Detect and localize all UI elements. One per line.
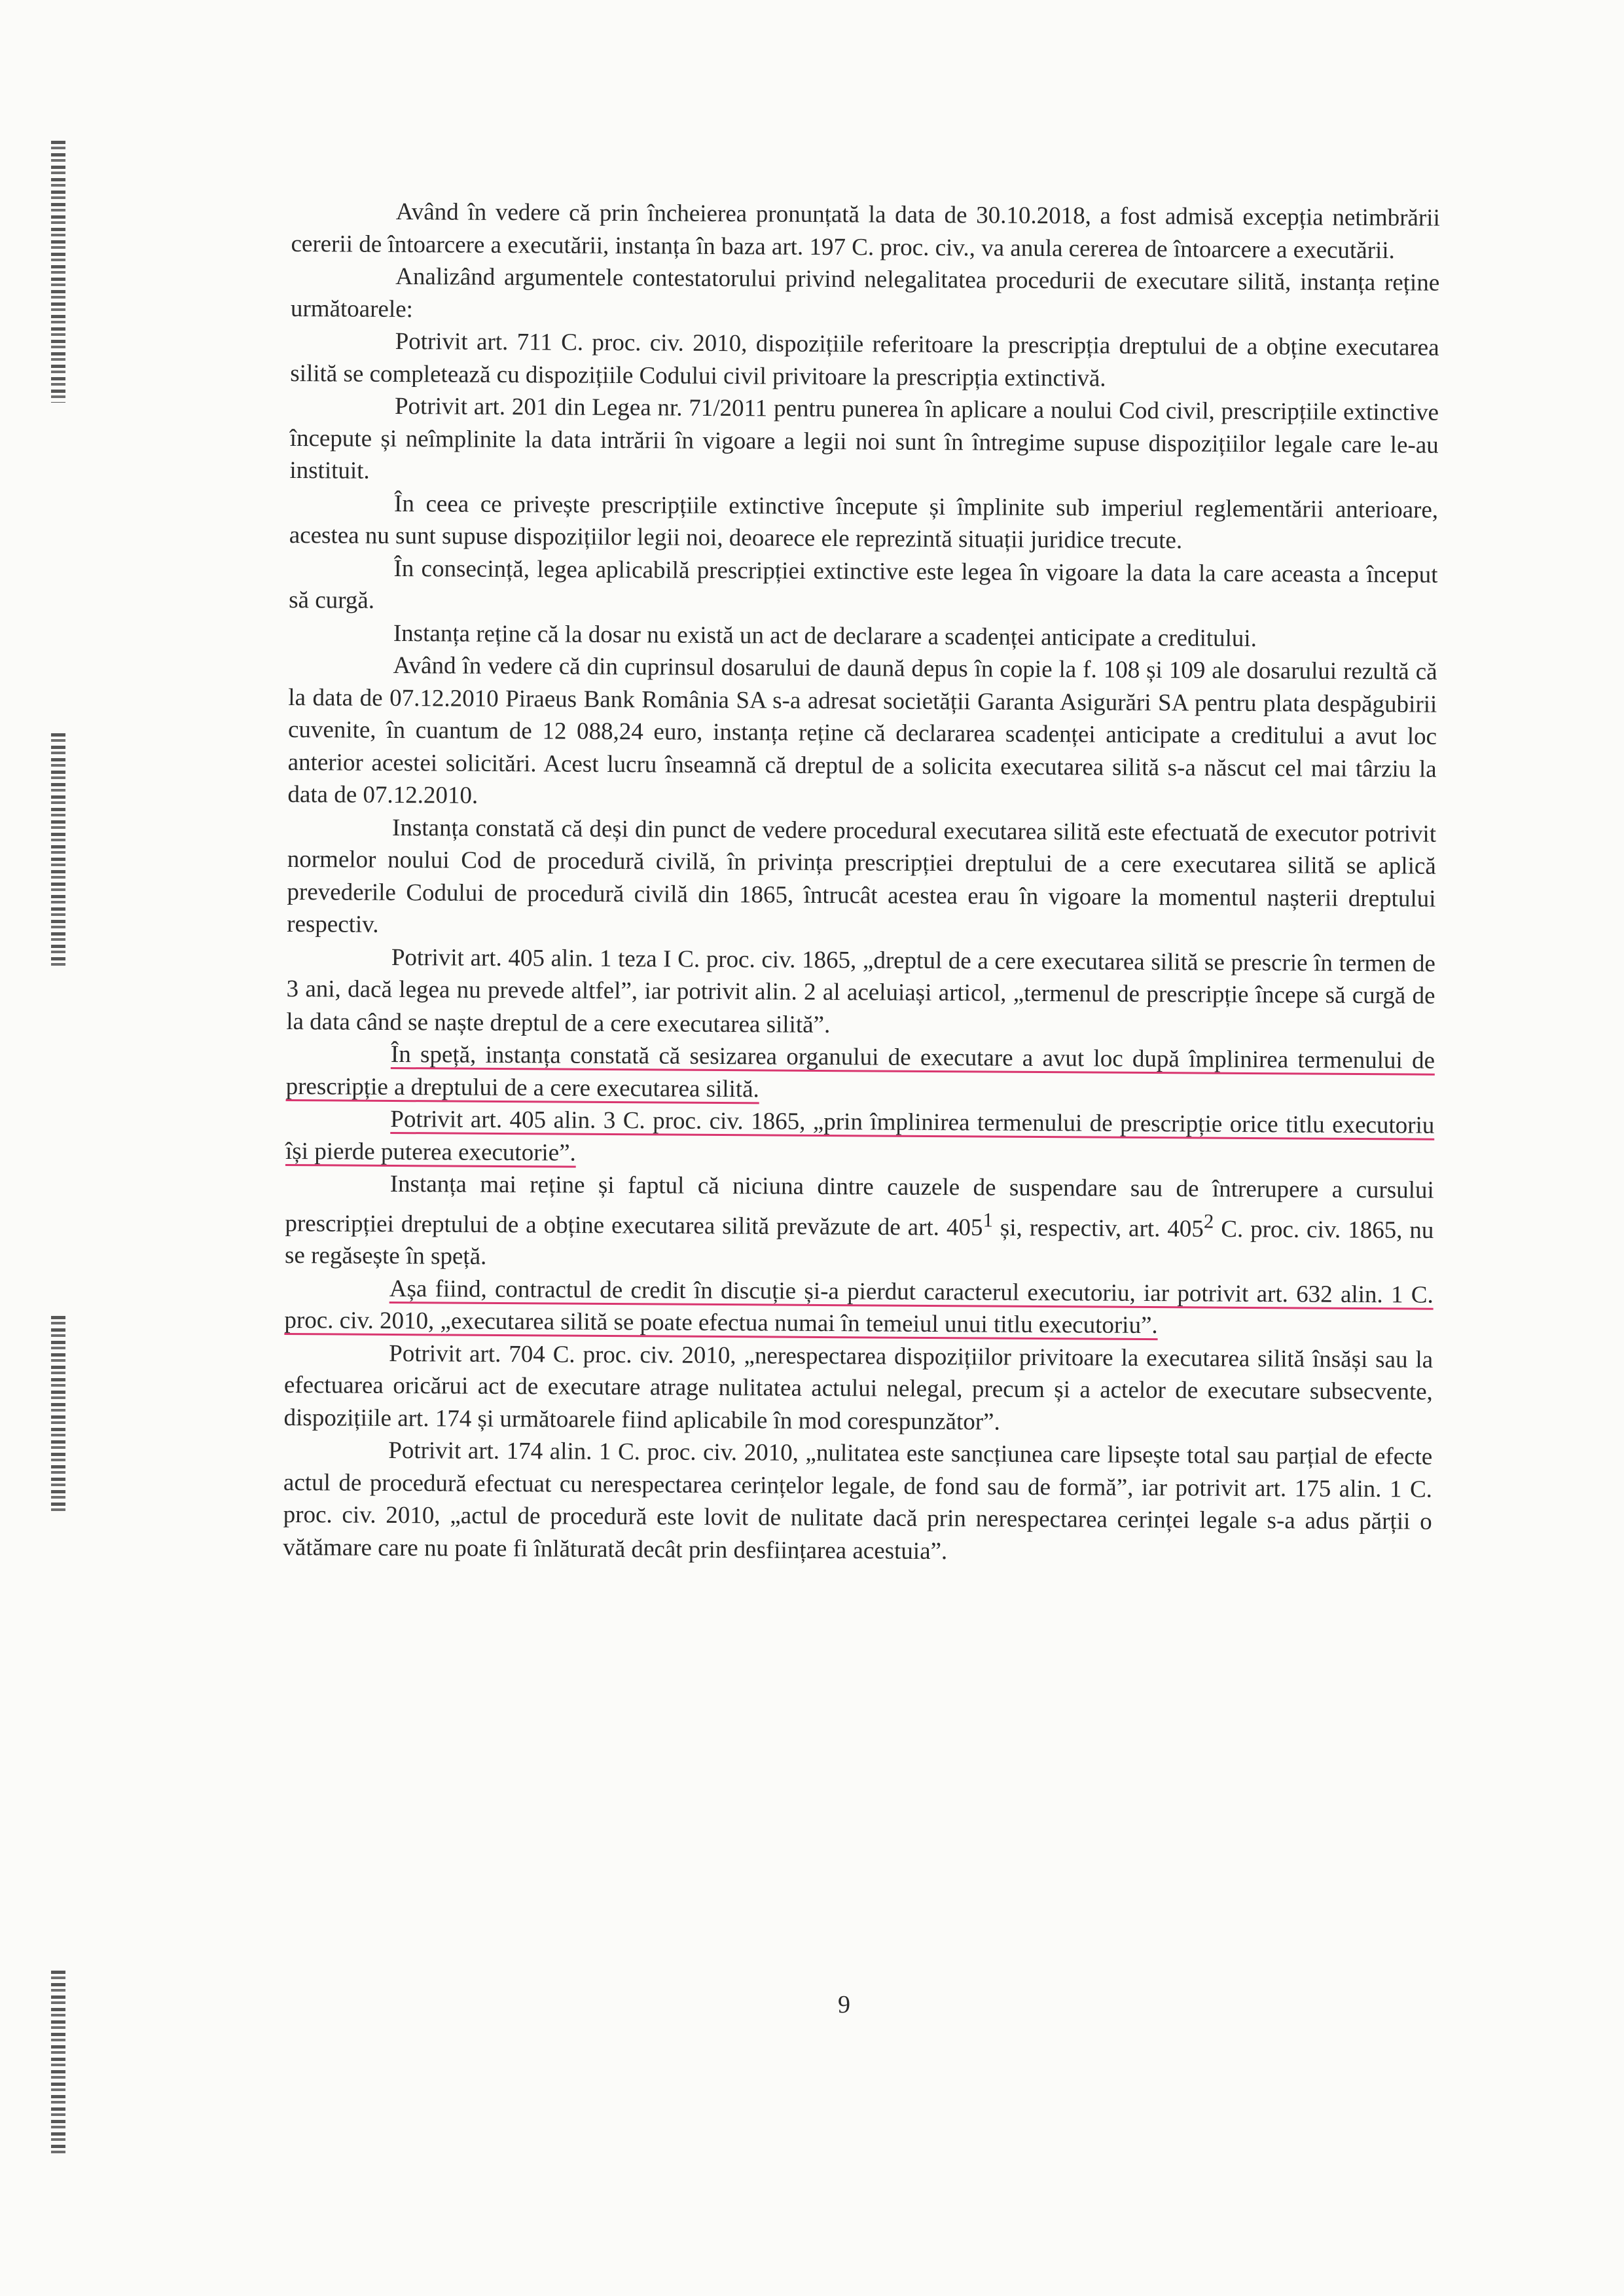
- paragraph-highlighted: [285, 1102, 1435, 1175]
- document-body: [283, 195, 1440, 1571]
- paragraph: [285, 1167, 1434, 1279]
- text-fragment: și, respectiv, art. 405: [992, 1214, 1204, 1243]
- scan-artifact: [51, 141, 65, 403]
- paragraph: În ceea ce privește prescripțiile extinctive începute și împlinite sub imperiul reglementării anterioare, acestea nu sunt supuse dispozițiilor legii noi, deoarece ele reprezintă situații juridice trecute.: [289, 490, 1439, 555]
- page-number: 9: [838, 1991, 850, 2018]
- scan-artifact: [51, 1971, 65, 2154]
- paragraph: Potrivit art. 704 C. proc. civ. 2010, „nerespectarea dispozițiilor privitoare la executarea silită însăși sau la efectuarea oricărui act de executare atrage nulitatea actului nelegal, precum și a actelor de executare subsecvente, dispozițiile art. 174 și următoarele fiind aplicabile în mod corespunzător”.: [283, 1339, 1434, 1436]
- text-fragment: Instanța mai reține și faptul că niciuna dintre cauzele de suspendare sau de întrerupere a cursului prescripției dreptului de a obține executarea silită prevăzute de art. 405: [285, 1170, 1434, 1241]
- superscript: 1: [983, 1208, 994, 1231]
- paragraph: Potrivit art. 405 alin. 1 teza I C. proc. civ. 1865, „dreptul de a cere executarea silită se prescrie în termen de 3 ani, dacă legea nu prevede altfel”, iar potrivit alin. 2 al aceluiași articol, „termenul de prescripție începe să curgă de la data când se naște dreptul de a cere executarea silită”.: [286, 943, 1435, 1038]
- paragraph: Având în vedere că prin încheierea pronunțată la data de 30.10.2018, a fost admisă excepția netimbrării cererii de întoarcere a executării, instanța în baza art. 197 C. proc. civ., va anula cererea de întoarcere a executării.: [291, 198, 1440, 264]
- highlighted-text: Potrivit art. 405 alin. 3 C. proc. civ. 1865, „prin împlinirea termenului de prescripție orice titlu executoriu își pierde puterea executorie”.: [285, 1105, 1435, 1167]
- scan-artifact: [51, 733, 65, 969]
- paragraph-highlighted: [284, 1272, 1434, 1344]
- superscript: 2: [1203, 1210, 1214, 1233]
- text-fragment: C. proc. civ. 1865, nu se regăsește în speță.: [284, 1215, 1434, 1271]
- highlighted-text: În speță, instanța constată că sesizarea organului de executare a avut loc după împlinirea termenului de prescripție a dreptului de a cere executarea silită.: [285, 1040, 1435, 1102]
- paragraph: Având în vedere că din cuprinsul dosarului de daună depus în copie la f. 108 și 109 ale dosarului rezultă că la data de 07.12.2010 Piraeus Bank România SA s-a adresat societății Garanta Asigurări SA pentru plata despăgubirii cuvenite, în cuantum de 12 088,24 euro, instanța reține că declararea scadenței anticipate a creditului a avut loc anterior acestei solicitări. Acest lucru înseamnă că dreptul de a solicita executarea silită s-a născut cel mai târziu la data de 07.12.2010.: [287, 651, 1437, 809]
- paragraph: Instanța constată că deși din punct de vedere procedural executarea silită este efectuată de executor potrivit normelor noului Cod de procedură civilă, în privința prescripției dreptului de a cere executarea silită se aplică prevederile Codului de procedură civilă din 1865, întrucât acestea erau în vigoare la momentul nașterii dreptului respectiv.: [287, 814, 1437, 938]
- scan-artifact: [51, 1316, 65, 1512]
- paragraph: Instanța reține că la dosar nu există un act de declarare a scadenței anticipate a creditului.: [393, 619, 1257, 652]
- highlighted-text: Așa fiind, contractul de credit în discuție și-a pierdut caracterul executoriu, iar potrivit art. 632 alin. 1 C. proc. civ. 2010, „executarea silită se poate efectua numai în temeiul unui titlu executoriu”.: [284, 1275, 1434, 1339]
- paragraph-highlighted: [286, 1038, 1435, 1110]
- paragraph: Potrivit art. 174 alin. 1 C. proc. civ. 2010, „nulitatea este sancțiunea care lipsește total sau parțial de efecte actul de procedură efectuat cu nerespectarea cerințelor legale, de fond sau de formă”, iar potrivit art. 175 alin. 1 C. proc. civ. 2010, „actul de procedură este lovit de nulitate dacă prin nerespectarea cerinței legale s-a adus părții o vătămare care nu poate fi înlăturată decât prin desființarea acestuia”.: [283, 1437, 1433, 1565]
- paragraph: Analizând argumentele contestatorului privind nelegalitatea procedurii de executare silită, instanța reține următoarele:: [290, 263, 1440, 323]
- paragraph: În consecință, legea aplicabilă prescripției extinctive este legea în vigoare la data la care aceasta a început să curgă.: [289, 555, 1438, 614]
- paragraph: Potrivit art. 201 din Legea nr. 71/2011 pentru punerea în aplicare a noului Cod civil, prescripțiile extinctive începute și neîmplinite la data intrării în vigoare a legii noi sunt în întregime supuse dispozițiilor legale care le-au instituit.: [289, 392, 1439, 484]
- paragraph: Potrivit art. 711 C. proc. civ. 2010, dispozițiile referitoare la prescripția dreptului de a obține executarea silită se completează cu dispozițiile Codului civil privitoare la prescripția extinctivă.: [290, 327, 1439, 392]
